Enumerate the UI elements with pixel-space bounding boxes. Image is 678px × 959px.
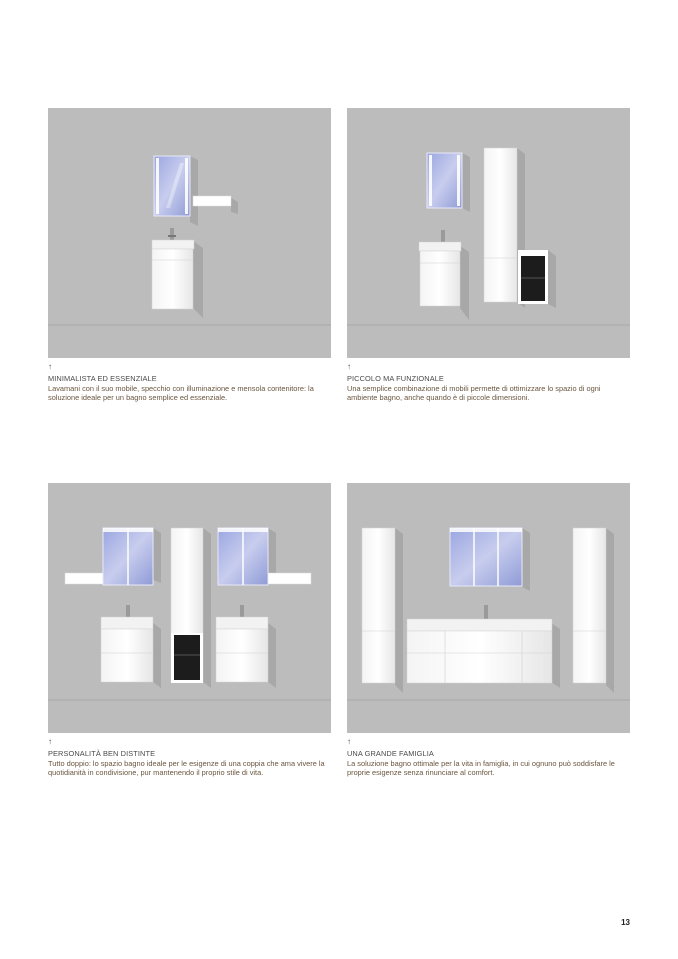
- caption-text: Lavamani con il suo mobile, specchio con illuminazione e mensola contenitore: la soluzione ideale per un bagno semplice ed essenziale.: [48, 383, 314, 403]
- page-number: 13: [621, 918, 630, 927]
- arrow-up-icon: ↑: [48, 737, 52, 746]
- caption-grande-famiglia: [347, 737, 632, 778]
- caption-title: PERSONALITÀ BEN DISTINTE: [48, 749, 156, 758]
- caption-text: Tutto doppio: lo spazio bagno ideale per le esigenze di una coppia che ama vivere la quotidianità in condivisione, pur mantenendo il proprio stile di vita.: [48, 758, 325, 778]
- caption-personalita: [48, 737, 333, 778]
- illustration-grande-famiglia: [347, 483, 630, 733]
- caption-title: PICCOLO MA FUNZIONALE: [347, 374, 444, 383]
- caption-minimalista: [48, 362, 333, 403]
- caption-text: La soluzione bagno ottimale per la vita in famiglia, in cui ognuno può soddisfare le proprie esigenze senza rinunciare al comfort.: [347, 758, 615, 778]
- caption-text: Una semplice combinazione di mobili permette di ottimizzare lo spazio di ogni ambiente bagno, anche quando è di piccole dimensioni.: [347, 383, 601, 403]
- illustration-piccolo: [347, 108, 630, 358]
- arrow-up-icon: ↑: [48, 362, 52, 371]
- caption-title: UNA GRANDE FAMIGLIA: [347, 749, 434, 758]
- illustration-personalita: [48, 483, 331, 733]
- caption-piccolo: [347, 362, 632, 403]
- caption-title: MINIMALISTA ED ESSENZIALE: [48, 374, 157, 383]
- illustration-minimalista: [48, 108, 331, 358]
- arrow-up-icon: ↑: [347, 737, 351, 746]
- arrow-up-icon: ↑: [347, 362, 351, 371]
